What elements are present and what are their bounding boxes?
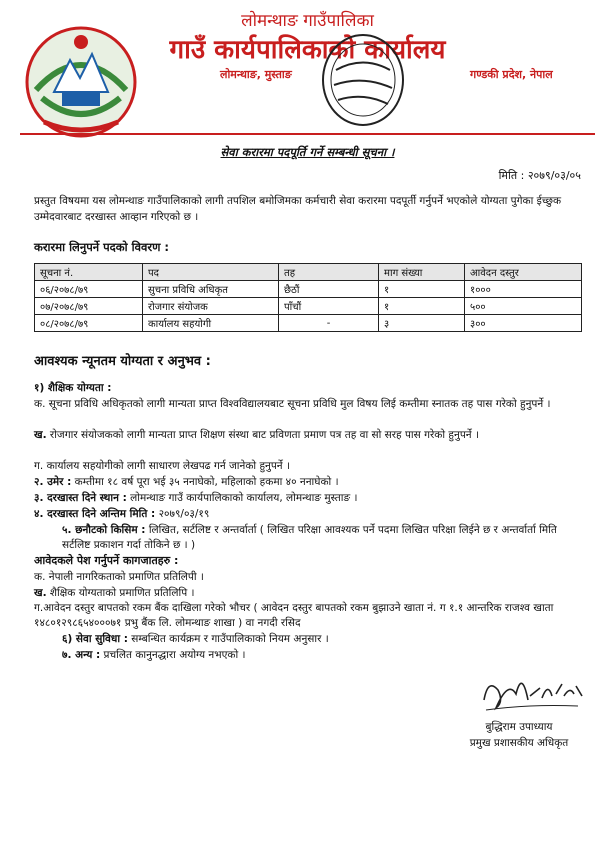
table-cell: पाँचौं xyxy=(279,298,379,315)
education-item-a: क. सूचना प्रविधि अधिकृतको लागी मान्यता प्राप्त विश्वविद्यालयबाट सूचना प्रविधि मुल विषय लिई कम्तीमा स्नातक तह पास गरेको हुनुपर्ने । xyxy=(34,398,551,410)
age-requirement: २. उमेर : कम्तीमा १८ वर्ष पूरा भई ३५ ननाघेको, महिलाको हकमा ४० ननाघेको । xyxy=(34,476,339,488)
education-label: १) शैक्षिक योग्यता : xyxy=(34,382,112,394)
table-cell: १ xyxy=(379,281,465,298)
application-deadline: ४. दरखास्त दिने अन्तिम मिति : २०७९/०३/१९ xyxy=(34,508,210,520)
table-row xyxy=(35,281,582,298)
other-condition: ७. अन्य : प्रचलित कानुनद्धारा अयोग्य नभएको । xyxy=(62,649,246,661)
letterhead-divider xyxy=(20,133,595,135)
table-cell: सुचना प्रविधि अधिकृत xyxy=(143,281,279,298)
table-header-row xyxy=(35,264,582,281)
selection-method: ५. छनौटको किसिम : लिखित, सर्टलिष्ट र अन्तर्वार्ता ( लिखित परिक्षा आवश्यक पर्ने पदमा लिखित परिक्षा लिईने छ र अन्तर्वार्ता मिति सर्टलिष्ट प्रकाशन गर्दा तोकिने छ । ) xyxy=(62,524,557,551)
signature-icon xyxy=(478,660,588,720)
table-cell: १००० xyxy=(465,281,582,298)
table-cell: कार्यालय सहयोगी xyxy=(143,315,279,332)
table-cell: रोजगार संयोजक xyxy=(143,298,279,315)
education-item-c: ग. कार्यालय सहयोगीको लागी साधारण लेखपढ गर्न जानेको हुनुपर्ने । xyxy=(34,460,290,472)
intro-paragraph: प्रस्तुत विषयमा यस लोमन्थाङ गाउँपालिकाको लागी तपशिल बमोजिमका कर्मचारी सेवा करारमा पदपूर्ती गर्नुपर्ने भएकोले योग्यता पुगेका ईच्छुक उम्मेदवारबाट दरखास्त आव्हान गरिएको छ । xyxy=(34,195,562,223)
table-cell: ५०० xyxy=(465,298,582,315)
table-row xyxy=(35,298,582,315)
letterhead-province: गण्डकी प्रदेश, नेपाल xyxy=(470,68,553,81)
document-item-a: क. नेपाली नागरिकताको प्रमाणित प्रतिलिपी । xyxy=(34,571,204,583)
table-cell: छैठौं xyxy=(279,281,379,298)
table-cell: ३०० xyxy=(465,315,582,332)
signer-name: बुद्धिराम उपाध्याय xyxy=(485,721,553,733)
table-row xyxy=(35,315,582,332)
table-header: पद xyxy=(143,264,279,281)
letterhead-office: गाउँ कार्यपालिकाको कार्यालय xyxy=(169,35,446,65)
table-header: सूचना नं. xyxy=(35,264,143,281)
letterhead-address: लोमन्थाङ, मुस्ताङ xyxy=(220,68,292,81)
vacancy-table xyxy=(34,263,582,332)
application-place: ३. दरखास्त दिने स्थान : लोमन्थाङ गाउँ कार्यपालिकाको कार्यालय, लोमन्थाङ मुस्ताङ । xyxy=(34,492,358,504)
table-cell: ३ xyxy=(379,315,465,332)
table-header: आवेदन दस्तुर xyxy=(465,264,582,281)
qualification-heading: आवश्यक न्यूनतम योग्यता र अनुभव : xyxy=(34,354,211,369)
document-item-b: ख. शैक्षिक योग्यताको प्रमाणित प्रतिलिपि । xyxy=(34,587,195,599)
service-facility: ६) सेवा सुविधा : सम्बन्धित कार्यक्रम र गाउँपालिकाको नियम अनुसार । xyxy=(62,633,329,645)
signer-block xyxy=(454,719,584,751)
table-title: करारमा लिनुपर्ने पदको विवरण : xyxy=(34,240,169,254)
document-item-c: ग.आवेदन दस्तुर बापतको रकम बैंक दाखिला गरेको भौचर ( आवेदन दस्तुर बापतको रकम बुझाउने खाता नं. ग १.१ आन्तरिक राजश्व खाता १४८०१२९८६५४०००७१ प्रभु बैंक लि. लोमन्थाङ शाखा ) वा नगदी रसिद xyxy=(34,602,554,629)
education-item-b: ख. रोजगार संयोजकको लागी मान्यता प्राप्त शिक्षण संस्था बाट प्रविणता प्रमाण पत्र तह वा सो सरह पास गरेको हुनुपर्ने । xyxy=(34,429,479,441)
table-cell: ०७/२०७८/७९ xyxy=(35,298,143,315)
letterhead-municipality: लोमन्थाङ गाउँपालिका xyxy=(241,11,374,31)
signer-designation: प्रमुख प्रशासकीय अधिकृत xyxy=(469,737,569,749)
table-cell: - xyxy=(279,315,379,332)
official-stamp-icon xyxy=(318,30,408,130)
documents-heading: आवेदकले पेश गर्नुपर्ने कागजातहरु : xyxy=(34,554,179,567)
table-header: तह xyxy=(279,264,379,281)
table-cell: ०८/२०७८/७९ xyxy=(35,315,143,332)
notice-date: मिति : २०७९/०३/०५ xyxy=(498,169,581,182)
table-cell: १ xyxy=(379,298,465,315)
notice-title: सेवा करारमा पदपूर्ति गर्ने सम्बन्धी सूचना । xyxy=(220,145,395,159)
table-cell: ०६/२०७८/७९ xyxy=(35,281,143,298)
table-header: माग संख्या xyxy=(379,264,465,281)
